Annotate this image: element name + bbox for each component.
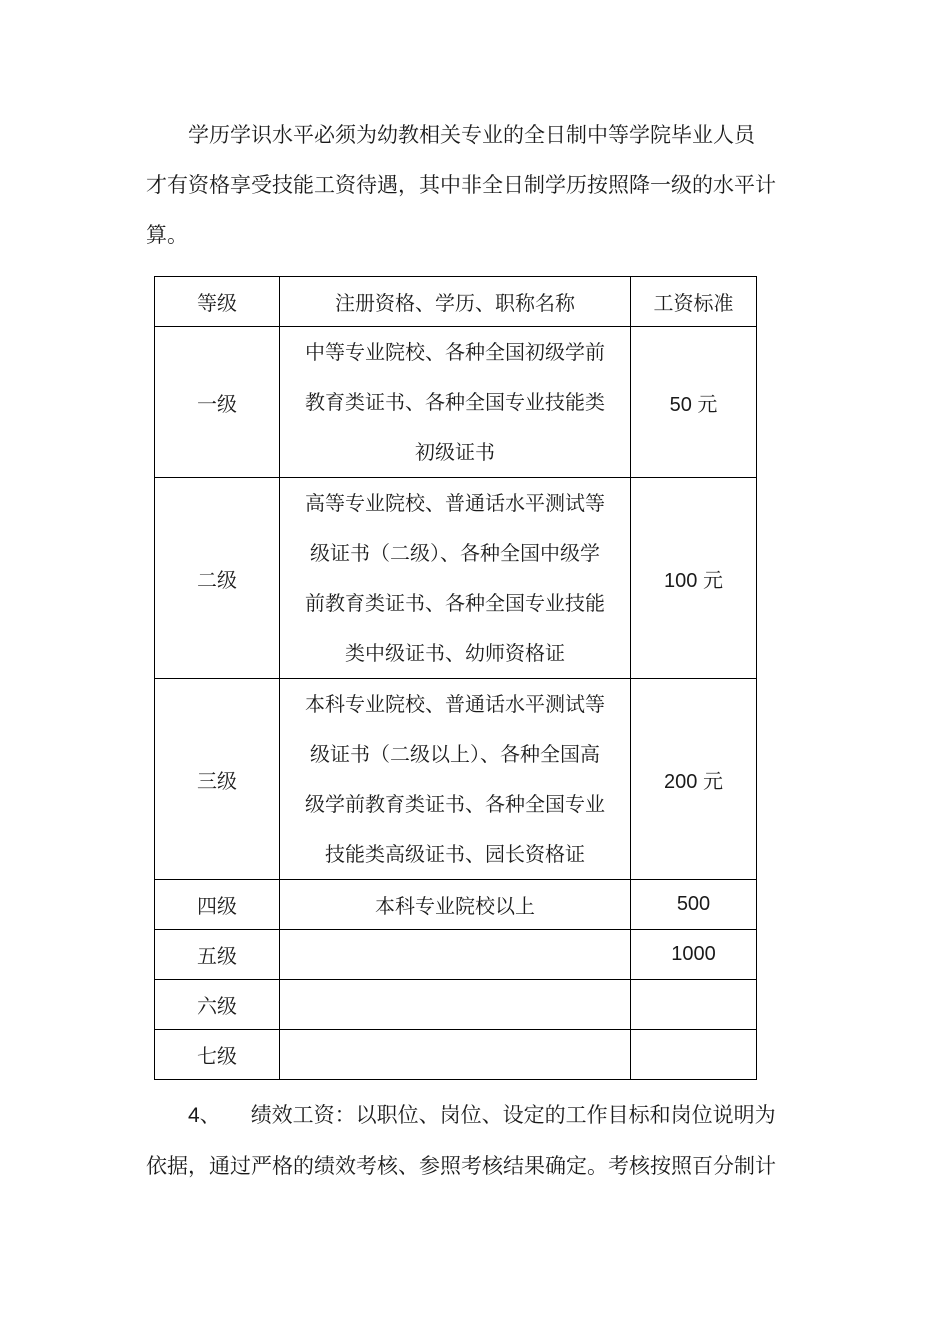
section-4-line-2: 依据，通过严格的绩效考核、参照考核结果确定。考核按照百分制计 bbox=[146, 1154, 776, 1178]
header-qualification: 注册资格、学历、职称名称 bbox=[280, 277, 631, 327]
salary-cell: 50 元 bbox=[631, 327, 757, 478]
header-grade: 等级 bbox=[155, 277, 280, 327]
section-4-text: 绩效工资：以职位、岗位、设定的工作目标和岗位说明为 bbox=[250, 1103, 776, 1127]
qualification-line: 中等专业院校、各种全国初级学前 bbox=[305, 340, 605, 364]
intro-line-2: 才有资格享受技能工资待遇，其中非全日制学历按照降一级的水平计 bbox=[146, 173, 776, 197]
qualification-line: 前教育类证书、各种全国专业技能 bbox=[305, 591, 605, 615]
salary-cell: 100 元 bbox=[631, 478, 757, 679]
qualification-line: 级学前教育类证书、各种全国专业 bbox=[305, 792, 605, 816]
qualification-line: 本科专业院校、普通话水平测试等 bbox=[305, 692, 605, 716]
qualification-line: 初级证书 bbox=[415, 440, 495, 464]
qualification-cell bbox=[280, 930, 631, 980]
intro-line-3: 算。 bbox=[146, 223, 188, 247]
qualification-cell bbox=[280, 478, 631, 679]
qualification-line: 教育类证书、各种全国专业技能类 bbox=[305, 390, 605, 414]
table-row bbox=[155, 880, 757, 930]
section-number: 4、 bbox=[188, 1104, 221, 1127]
grade-cell: 六级 bbox=[155, 980, 280, 1030]
section-4-paragraph bbox=[146, 1090, 806, 1191]
qualification-cell bbox=[280, 327, 631, 478]
table-row bbox=[155, 930, 757, 980]
salary-grade-table bbox=[154, 276, 757, 1080]
grade-cell: 四级 bbox=[155, 880, 280, 930]
qualification-line: 级证书（二级以上）、各种全国高 bbox=[310, 742, 600, 766]
grade-cell: 一级 bbox=[155, 327, 280, 478]
salary-cell bbox=[631, 980, 757, 1030]
table-row bbox=[155, 679, 757, 880]
salary-cell: 200 元 bbox=[631, 679, 757, 880]
salary-cell bbox=[631, 1030, 757, 1080]
grade-cell: 七级 bbox=[155, 1030, 280, 1080]
grade-cell: 三级 bbox=[155, 679, 280, 880]
salary-cell: 1000 bbox=[631, 930, 757, 980]
intro-paragraph bbox=[146, 110, 806, 260]
table-row bbox=[155, 980, 757, 1030]
salary-cell: 500 bbox=[631, 880, 757, 930]
qualification-cell: 本科专业院校以上 bbox=[280, 880, 631, 930]
table-row bbox=[155, 1030, 757, 1080]
header-salary: 工资标准 bbox=[631, 277, 757, 327]
qualification-cell bbox=[280, 1030, 631, 1080]
qualification-cell bbox=[280, 980, 631, 1030]
section-4-line-1 bbox=[146, 1090, 806, 1141]
table-header-row bbox=[155, 277, 757, 327]
qualification-line: 技能类高级证书、园长资格证 bbox=[325, 842, 585, 866]
table-row bbox=[155, 327, 757, 478]
qualification-line: 高等专业院校、普通话水平测试等 bbox=[305, 491, 605, 515]
qualification-line: 类中级证书、幼师资格证 bbox=[345, 641, 565, 665]
grade-cell: 五级 bbox=[155, 930, 280, 980]
qualification-cell bbox=[280, 679, 631, 880]
intro-line-1: 学历学识水平必须为幼教相关专业的全日制中等学院毕业人员 bbox=[188, 123, 755, 147]
table-row bbox=[155, 478, 757, 679]
qualification-line: 级证书（二级）、各种全国中级学 bbox=[310, 541, 600, 565]
grade-cell: 二级 bbox=[155, 478, 280, 679]
